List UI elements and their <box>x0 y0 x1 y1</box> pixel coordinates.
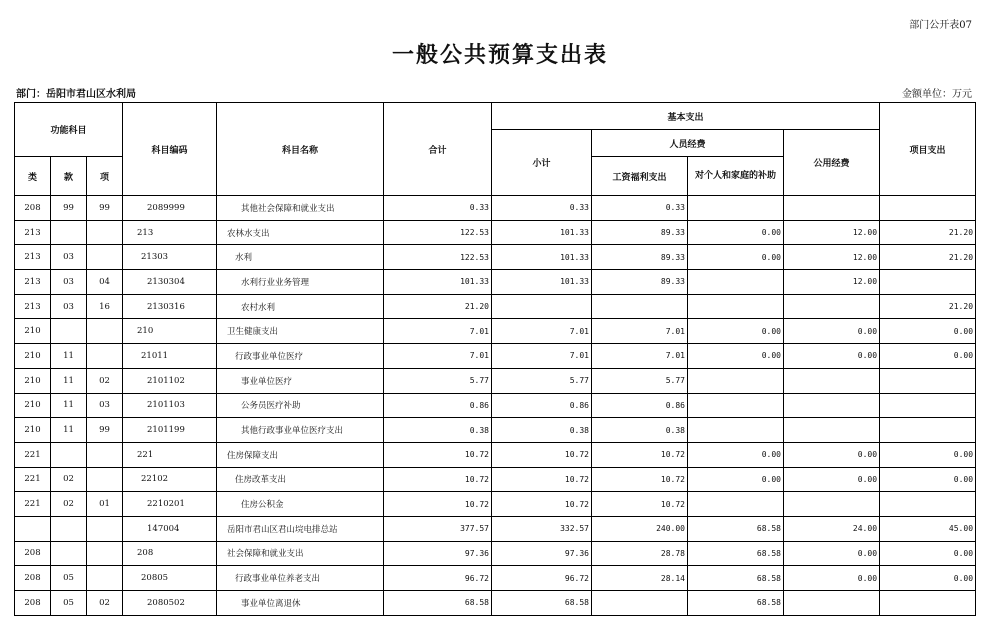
cell-name: 其他行政事业单位医疗支出 <box>217 418 384 443</box>
cell-public: 0.00 <box>784 319 880 344</box>
cell-total: 68.58 <box>384 591 492 616</box>
cell-name: 住房改革支出 <box>217 467 384 492</box>
cell-subtotal: 7.01 <box>492 344 592 369</box>
cell-project <box>880 196 976 221</box>
cell-subtotal: 101.33 <box>492 220 592 245</box>
cell-public <box>784 196 880 221</box>
cell-name: 行政事业单位养老支出 <box>217 566 384 591</box>
header-personnel: 人员经费 <box>592 130 784 157</box>
table-row <box>15 368 976 393</box>
cell-code: 2210201 <box>123 492 217 517</box>
cell-total: 10.72 <box>384 492 492 517</box>
cell-subtotal: 101.33 <box>492 270 592 295</box>
cell-project: 0.00 <box>880 541 976 566</box>
cell-subtotal: 5.77 <box>492 368 592 393</box>
header-kuan: 款 <box>51 157 87 196</box>
cell-project <box>880 368 976 393</box>
cell-subtotal: 96.72 <box>492 566 592 591</box>
cell-xiang: 99 <box>87 418 123 443</box>
header-public: 公用经费 <box>784 130 880 196</box>
cell-project: 0.00 <box>880 344 976 369</box>
cell-code: 2101102 <box>123 368 217 393</box>
cell-code: 22102 <box>123 467 217 492</box>
cell-subtotal: 10.72 <box>492 442 592 467</box>
unit-label: 金额单位：万元 <box>902 89 972 100</box>
cell-family <box>688 294 784 319</box>
table-row <box>15 467 976 492</box>
cell-salary: 0.33 <box>592 196 688 221</box>
table-row <box>15 393 976 418</box>
cell-salary: 10.72 <box>592 492 688 517</box>
cell-name: 其他社会保障和就业支出 <box>217 196 384 221</box>
cell-lei: 221 <box>15 442 51 467</box>
table-row <box>15 516 976 541</box>
cell-code: 210 <box>123 319 217 344</box>
cell-lei: 208 <box>15 591 51 616</box>
cell-name: 住房公积金 <box>217 492 384 517</box>
cell-subtotal <box>492 294 592 319</box>
cell-xiang <box>87 566 123 591</box>
header-subtotal: 小计 <box>492 130 592 196</box>
cell-code: 2101199 <box>123 418 217 443</box>
cell-total: 10.72 <box>384 442 492 467</box>
table-row <box>15 294 976 319</box>
cell-project <box>880 591 976 616</box>
cell-total: 7.01 <box>384 319 492 344</box>
cell-salary: 7.01 <box>592 344 688 369</box>
cell-family <box>688 393 784 418</box>
cell-lei: 210 <box>15 368 51 393</box>
cell-kuan: 05 <box>51 591 87 616</box>
cell-project <box>880 393 976 418</box>
cell-xiang <box>87 245 123 270</box>
cell-xiang: 02 <box>87 368 123 393</box>
cell-family: 68.58 <box>688 541 784 566</box>
cell-public: 0.00 <box>784 467 880 492</box>
header-lei: 类 <box>15 157 51 196</box>
cell-code: 2130316 <box>123 294 217 319</box>
cell-code: 2080502 <box>123 591 217 616</box>
cell-family: 68.58 <box>688 591 784 616</box>
cell-kuan <box>51 541 87 566</box>
cell-subtotal: 0.38 <box>492 418 592 443</box>
cell-family: 68.58 <box>688 516 784 541</box>
table-row <box>15 418 976 443</box>
cell-family: 68.58 <box>688 566 784 591</box>
cell-project: 0.00 <box>880 442 976 467</box>
cell-subtotal: 68.58 <box>492 591 592 616</box>
cell-salary: 10.72 <box>592 442 688 467</box>
cell-total: 21.20 <box>384 294 492 319</box>
cell-code: 147004 <box>123 516 217 541</box>
cell-kuan: 02 <box>51 492 87 517</box>
cell-code: 21011 <box>123 344 217 369</box>
cell-salary: 89.33 <box>592 270 688 295</box>
cell-code: 208 <box>123 541 217 566</box>
cell-public: 12.00 <box>784 220 880 245</box>
cell-lei: 213 <box>15 220 51 245</box>
header-subject-code: 科目编码 <box>123 103 217 196</box>
cell-salary: 10.72 <box>592 467 688 492</box>
page-title: 一般公共预算支出表 <box>391 42 608 68</box>
cell-lei: 213 <box>15 294 51 319</box>
table-row <box>15 196 976 221</box>
cell-salary: 240.00 <box>592 516 688 541</box>
cell-name: 农村水利 <box>217 294 384 319</box>
header-subject-name: 科目名称 <box>217 103 384 196</box>
table-row <box>15 442 976 467</box>
cell-subtotal: 97.36 <box>492 541 592 566</box>
cell-project <box>880 270 976 295</box>
cell-total: 122.53 <box>384 245 492 270</box>
cell-family: 0.00 <box>688 442 784 467</box>
cell-total: 0.33 <box>384 196 492 221</box>
cell-lei <box>15 516 51 541</box>
table-row <box>15 220 976 245</box>
header-total: 合计 <box>384 103 492 196</box>
cell-family: 0.00 <box>688 245 784 270</box>
cell-salary: 89.33 <box>592 220 688 245</box>
cell-salary: 0.38 <box>592 418 688 443</box>
cell-project <box>880 418 976 443</box>
cell-code: 21303 <box>123 245 217 270</box>
cell-name: 事业单位离退休 <box>217 591 384 616</box>
cell-kuan <box>51 220 87 245</box>
cell-family <box>688 418 784 443</box>
header-family-subsidy: 对个人和家庭的补助 <box>688 157 784 196</box>
cell-public <box>784 591 880 616</box>
table-row <box>15 319 976 344</box>
table-row <box>15 344 976 369</box>
cell-lei: 210 <box>15 393 51 418</box>
cell-lei: 213 <box>15 270 51 295</box>
cell-code: 20805 <box>123 566 217 591</box>
cell-subtotal: 101.33 <box>492 245 592 270</box>
cell-code: 2089999 <box>123 196 217 221</box>
cell-public: 0.00 <box>784 344 880 369</box>
cell-total: 96.72 <box>384 566 492 591</box>
cell-lei: 208 <box>15 566 51 591</box>
cell-xiang: 01 <box>87 492 123 517</box>
form-number: 部门公开表07 <box>909 20 972 31</box>
cell-project: 0.00 <box>880 467 976 492</box>
cell-name: 公务员医疗补助 <box>217 393 384 418</box>
cell-public: 0.00 <box>784 541 880 566</box>
cell-salary: 28.14 <box>592 566 688 591</box>
cell-xiang <box>87 516 123 541</box>
cell-kuan: 11 <box>51 344 87 369</box>
cell-name: 事业单位医疗 <box>217 368 384 393</box>
cell-project: 0.00 <box>880 566 976 591</box>
cell-name: 行政事业单位医疗 <box>217 344 384 369</box>
cell-total: 10.72 <box>384 467 492 492</box>
cell-kuan: 11 <box>51 393 87 418</box>
cell-lei: 208 <box>15 196 51 221</box>
cell-salary <box>592 591 688 616</box>
cell-project: 0.00 <box>880 319 976 344</box>
table-row <box>15 541 976 566</box>
header-func-subject: 功能科目 <box>15 103 123 157</box>
cell-public <box>784 368 880 393</box>
cell-name: 卫生健康支出 <box>217 319 384 344</box>
cell-salary: 5.77 <box>592 368 688 393</box>
cell-lei: 208 <box>15 541 51 566</box>
cell-public: 12.00 <box>784 245 880 270</box>
cell-name: 住房保障支出 <box>217 442 384 467</box>
cell-family <box>688 492 784 517</box>
cell-code: 2101103 <box>123 393 217 418</box>
cell-xiang: 16 <box>87 294 123 319</box>
cell-project: 21.20 <box>880 245 976 270</box>
cell-salary: 89.33 <box>592 245 688 270</box>
cell-public: 0.00 <box>784 566 880 591</box>
cell-total: 5.77 <box>384 368 492 393</box>
cell-name: 社会保障和就业支出 <box>217 541 384 566</box>
cell-name: 水利行业业务管理 <box>217 270 384 295</box>
cell-kuan: 03 <box>51 245 87 270</box>
header-salary: 工资福利支出 <box>592 157 688 196</box>
cell-total: 0.38 <box>384 418 492 443</box>
cell-public <box>784 492 880 517</box>
department-label: 部门：岳阳市君山区水利局 <box>16 89 136 100</box>
table-row <box>15 245 976 270</box>
cell-kuan: 11 <box>51 368 87 393</box>
cell-code: 2130304 <box>123 270 217 295</box>
cell-family: 0.00 <box>688 467 784 492</box>
table-row <box>15 591 976 616</box>
cell-family <box>688 196 784 221</box>
cell-lei: 210 <box>15 319 51 344</box>
table-row <box>15 492 976 517</box>
cell-xiang <box>87 467 123 492</box>
table-row <box>15 566 976 591</box>
header-basic-expense: 基本支出 <box>492 103 880 130</box>
cell-xiang <box>87 220 123 245</box>
budget-table <box>14 102 976 616</box>
cell-family <box>688 270 784 295</box>
cell-code: 213 <box>123 220 217 245</box>
cell-family: 0.00 <box>688 344 784 369</box>
cell-kuan: 02 <box>51 467 87 492</box>
cell-total: 122.53 <box>384 220 492 245</box>
cell-kuan: 11 <box>51 418 87 443</box>
cell-subtotal: 7.01 <box>492 319 592 344</box>
cell-public <box>784 418 880 443</box>
cell-lei: 210 <box>15 418 51 443</box>
cell-kuan: 03 <box>51 294 87 319</box>
cell-public <box>784 294 880 319</box>
cell-xiang: 04 <box>87 270 123 295</box>
table-row <box>15 270 976 295</box>
cell-lei: 210 <box>15 344 51 369</box>
cell-subtotal: 0.33 <box>492 196 592 221</box>
cell-subtotal: 0.86 <box>492 393 592 418</box>
cell-xiang <box>87 442 123 467</box>
cell-kuan: 99 <box>51 196 87 221</box>
cell-subtotal: 332.57 <box>492 516 592 541</box>
cell-kuan <box>51 442 87 467</box>
cell-family: 0.00 <box>688 220 784 245</box>
cell-family <box>688 368 784 393</box>
cell-public: 12.00 <box>784 270 880 295</box>
cell-kuan: 05 <box>51 566 87 591</box>
cell-xiang: 02 <box>87 591 123 616</box>
cell-total: 7.01 <box>384 344 492 369</box>
cell-subtotal: 10.72 <box>492 467 592 492</box>
cell-public: 0.00 <box>784 442 880 467</box>
cell-public <box>784 393 880 418</box>
cell-xiang <box>87 541 123 566</box>
cell-xiang <box>87 344 123 369</box>
cell-lei: 221 <box>15 467 51 492</box>
cell-name: 岳阳市君山区君山垸电排总站 <box>217 516 384 541</box>
cell-project <box>880 492 976 517</box>
cell-xiang: 03 <box>87 393 123 418</box>
cell-salary: 7.01 <box>592 319 688 344</box>
cell-project: 21.20 <box>880 220 976 245</box>
cell-total: 101.33 <box>384 270 492 295</box>
cell-kuan <box>51 516 87 541</box>
header-project: 项目支出 <box>880 103 976 196</box>
cell-kuan <box>51 319 87 344</box>
cell-name: 水利 <box>217 245 384 270</box>
cell-name: 农林水支出 <box>217 220 384 245</box>
cell-salary: 28.78 <box>592 541 688 566</box>
cell-lei: 221 <box>15 492 51 517</box>
cell-project: 21.20 <box>880 294 976 319</box>
cell-salary <box>592 294 688 319</box>
cell-total: 97.36 <box>384 541 492 566</box>
cell-project: 45.00 <box>880 516 976 541</box>
cell-total: 0.86 <box>384 393 492 418</box>
cell-subtotal: 10.72 <box>492 492 592 517</box>
cell-family: 0.00 <box>688 319 784 344</box>
cell-kuan: 03 <box>51 270 87 295</box>
cell-public: 24.00 <box>784 516 880 541</box>
cell-salary: 0.86 <box>592 393 688 418</box>
cell-xiang <box>87 319 123 344</box>
cell-lei: 213 <box>15 245 51 270</box>
cell-total: 377.57 <box>384 516 492 541</box>
header-xiang: 项 <box>87 157 123 196</box>
cell-xiang: 99 <box>87 196 123 221</box>
cell-code: 221 <box>123 442 217 467</box>
